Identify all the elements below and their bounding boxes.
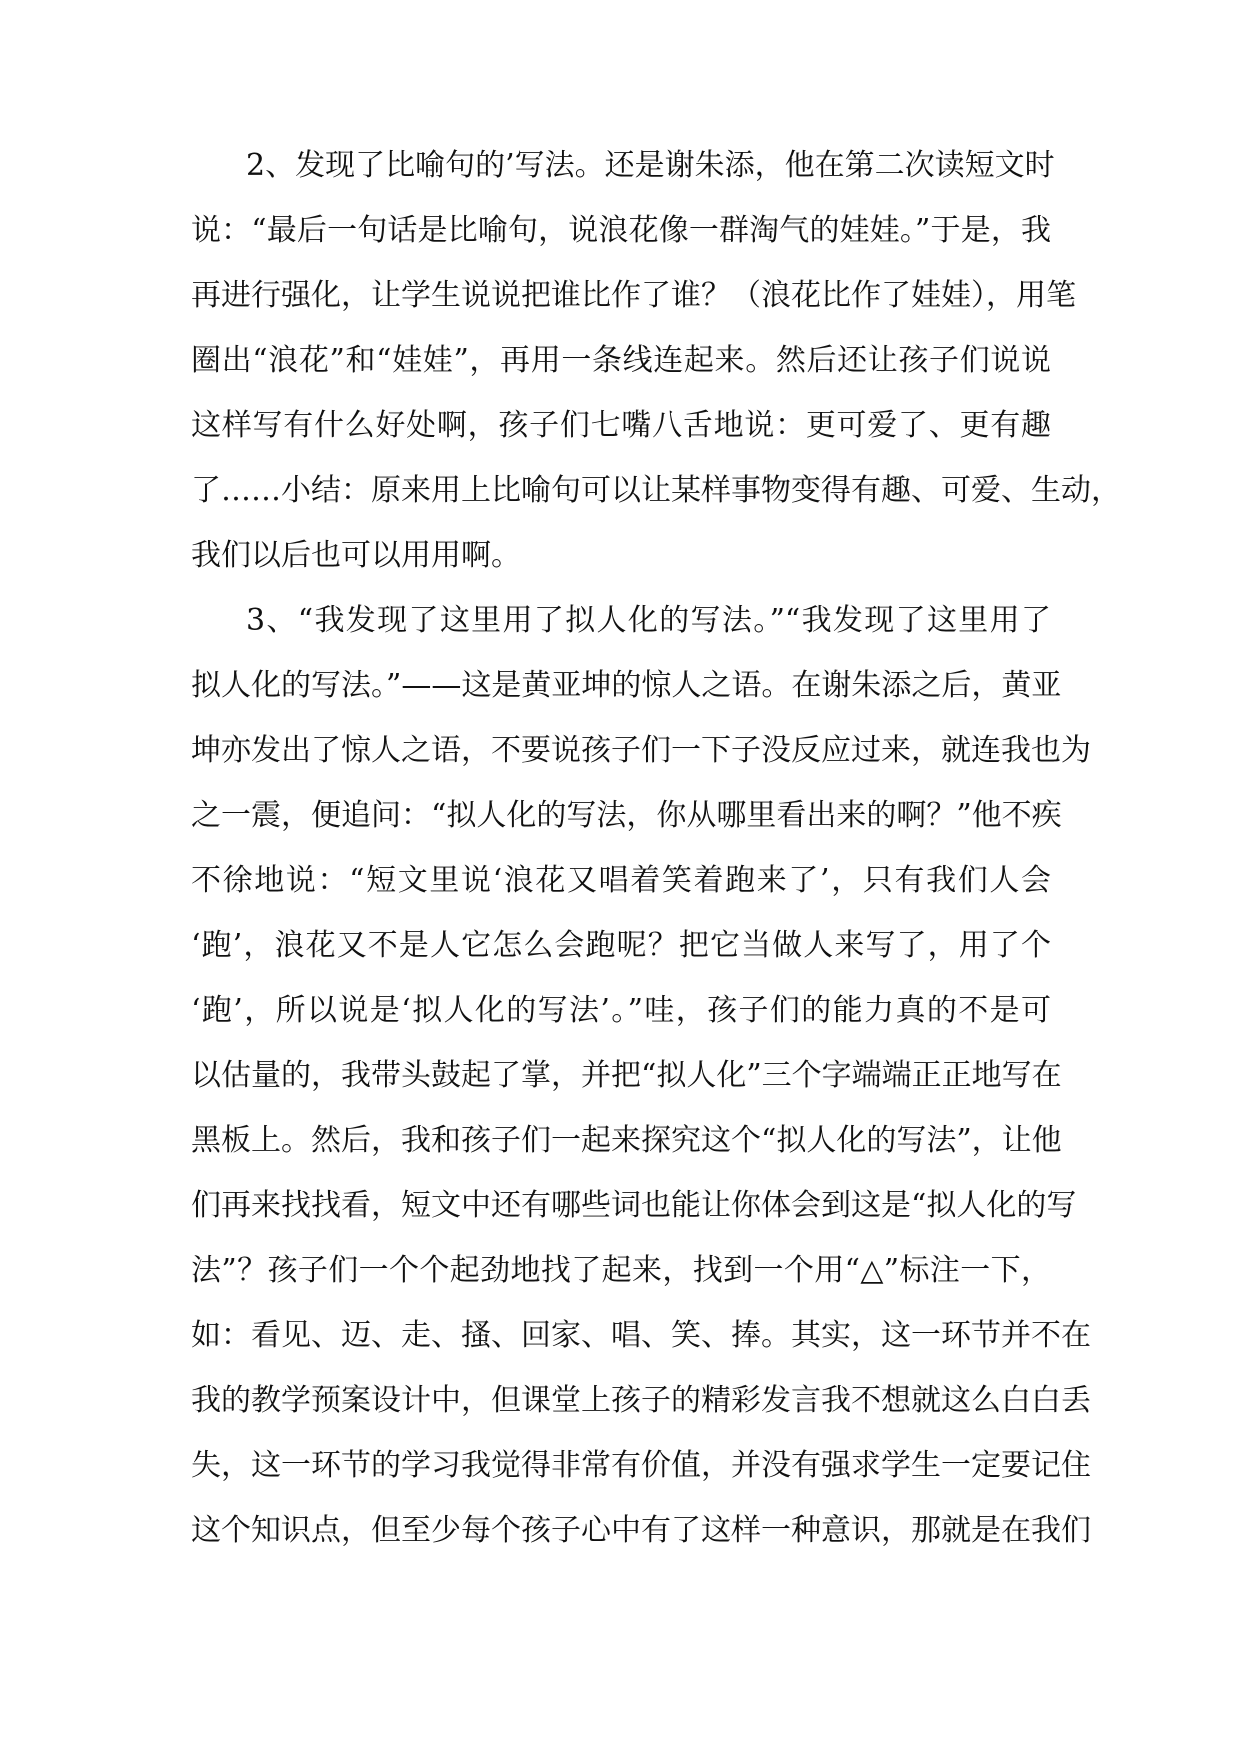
text-line: 说：“最后一句话是比喻句，说浪花像一群淘气的娃娃。”于是，我 xyxy=(191,213,1051,248)
text-line: ‘跑’，浪花又不是人它怎么会跑呢？把它当做人来写了，用了个 xyxy=(191,928,1051,963)
text-line: 2、发现了比喻句的’写法。还是谢朱添，他在第二次读短文时 xyxy=(246,148,1055,183)
text-line: 圈出“浪花”和“娃娃”，再用一条线连起来。然后还让孩子们说说 xyxy=(191,343,1051,378)
text-line: 了……小结：原来用上比喻句可以让某样事物变得有趣、可爱、生动， xyxy=(191,473,1121,508)
text-line: 黑板上。然后，我和孩子们一起来探究这个“拟人化的写法”，让他 xyxy=(191,1123,1062,1158)
text-line: 们再来找找看，短文中还有哪些词也能让你体会到这是“拟人化的写 xyxy=(191,1188,1077,1223)
text-line: 不徐地说：“短文里说‘浪花又唱着笑着跑来了’，只有我们人会 xyxy=(191,863,1051,898)
text-line: 3、“我发现了这里用了拟人化的写法。”“我发现了这里用了 xyxy=(246,603,1051,638)
text-line: 再进行强化，让学生说说把谁比作了谁？（浪花比作了娃娃），用笔 xyxy=(191,278,1076,313)
text-line: 之一震，便追问：“拟人化的写法，你从哪里看出来的啊？”他不疾 xyxy=(191,798,1062,833)
text-line: 我的教学预案设计中，但课堂上孩子的精彩发言我不想就这么白白丢 xyxy=(191,1383,1091,1418)
text-line: 这个知识点，但至少每个孩子心中有了这样一种意识，那就是在我们 xyxy=(191,1513,1091,1548)
text-line: 如：看见、迈、走、搔、回家、唱、笑、捧。其实，这一环节并不在 xyxy=(191,1318,1091,1353)
text-line: 失，这一环节的学习我觉得非常有价值，并没有强求学生一定要记住 xyxy=(191,1448,1091,1483)
text-line: ‘跑’，所以说是‘拟人化的写法’。”哇，孩子们的能力真的不是可 xyxy=(191,993,1051,1028)
text-line: 这样写有什么好处啊，孩子们七嘴八舌地说：更可爱了、更有趣 xyxy=(191,408,1051,443)
text-line: 拟人化的写法。”——这是黄亚坤的惊人之语。在谢朱添之后，黄亚 xyxy=(191,668,1062,703)
text-line: 坤亦发出了惊人之语，不要说孩子们一下子没反应过来，就连我也为 xyxy=(191,733,1091,768)
text-line: 以估量的，我带头鼓起了掌，并把“拟人化”三个字端端正正地写在 xyxy=(191,1058,1062,1093)
text-line: 法”？孩子们一个个起劲地找了起来，找到一个用“△”标注一下， xyxy=(191,1253,1051,1288)
text-line: 我们以后也可以用用啊。 xyxy=(191,538,521,573)
